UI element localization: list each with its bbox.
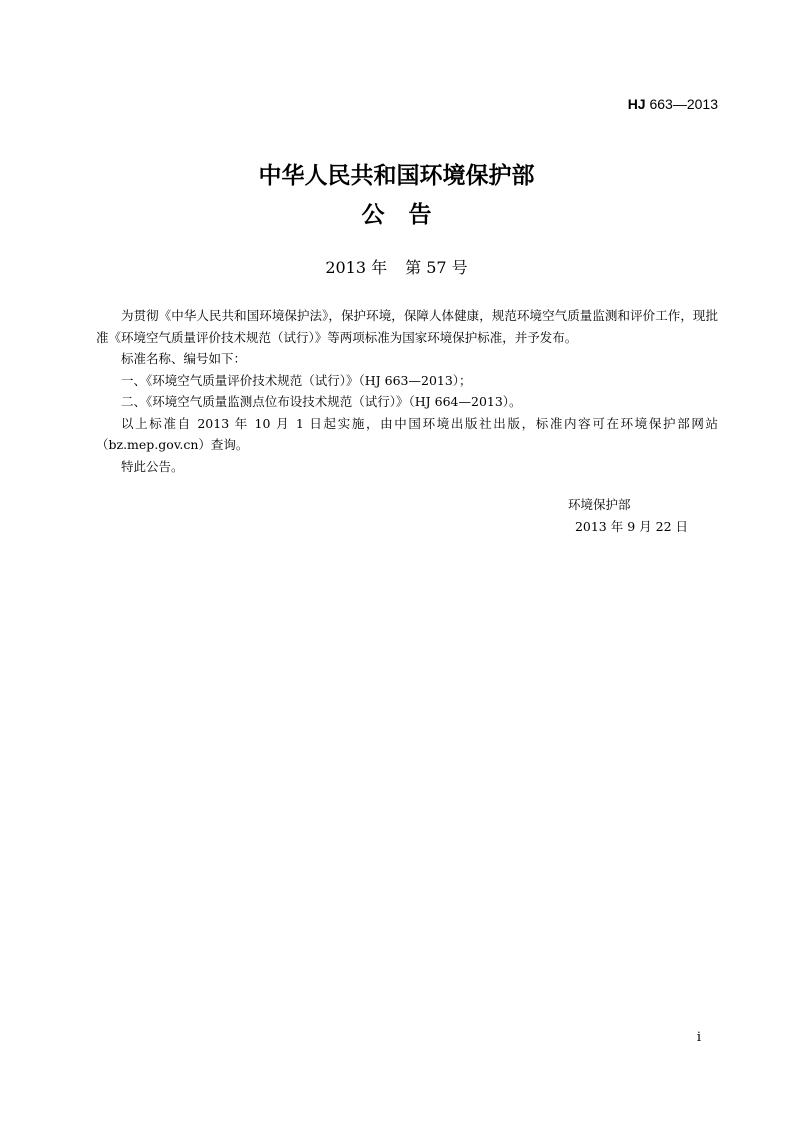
standard-list-item-1: 一、《环境空气质量评价技术规范（试行）》（HJ 663—2013）； — [121, 372, 472, 388]
announcement-title-char-1: 公 — [361, 201, 385, 228]
signature-organization: 环境保护部 — [568, 497, 631, 512]
standard-number: 663—2013 — [645, 96, 718, 112]
announcement-title — [0, 196, 793, 229]
standard-prefix: HJ — [627, 96, 646, 112]
standard-code — [628, 96, 718, 112]
announcement-body — [96, 305, 718, 477]
announcement-issue-number: 第 57 号 — [405, 258, 468, 277]
page-number: i — [696, 1030, 701, 1045]
announcement-year: 2013 年 — [325, 258, 388, 277]
body-paragraph-closing: 特此公告。 — [121, 458, 184, 474]
standard-list-item-2: 二、《环境空气质量监测点位布设技术规范（试行）》（HJ 664—2013）。 — [121, 394, 522, 409]
body-paragraph-intro: 为贯彻《中华人民共和国环境保护法》，保护环境，保障人体健康，规范环境空气质量监测和评价工作，现批准《环境空气质量评价技术规范（试行）》等两项标准为国家环境保护标准，并予发布。 — [96, 308, 718, 345]
announcement-number — [0, 255, 793, 278]
signature-block — [548, 494, 688, 537]
signature-date: 2013 年 9 月 22 日 — [574, 518, 688, 534]
body-paragraph-list-heading: 标准名称、编号如下： — [121, 351, 247, 366]
issuing-authority-title: 中华人民共和国环境保护部 — [258, 162, 535, 189]
announcement-title-char-2: 告 — [408, 201, 432, 228]
body-paragraph-implementation: 以上标准自 2013 年 10 月 1 日起实施，由中国环境出版社出版，标准内容可在环境保护部网站（bz.mep.gov.cn）查询。 — [96, 415, 718, 452]
